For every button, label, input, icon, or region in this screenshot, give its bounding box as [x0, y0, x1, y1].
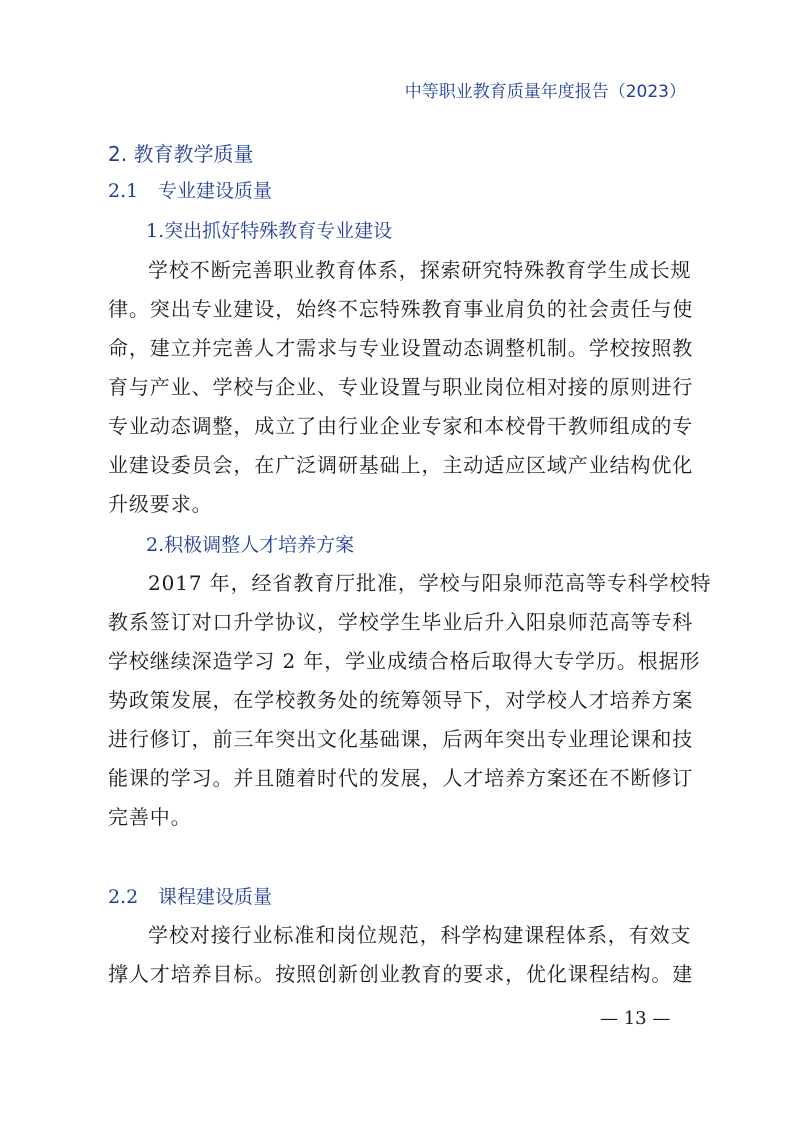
- text-line: 教系签订对口升学协议，学校学生毕业后升入阳泉师范高等专科: [108, 610, 694, 634]
- page-number: — 13 —: [600, 1008, 671, 1029]
- text-line: 命，建立并完善人才需求与专业设置动态调整机制。学校按照教: [108, 336, 694, 360]
- text-line: 能课的学习。并且随着时代的发展，人才培养方案还在不断修订: [108, 766, 694, 790]
- section-title: 专业建设质量: [158, 180, 273, 202]
- text-line: 学校对接行业标准和岗位规范，科学构建课程体系，有效支: [148, 923, 692, 947]
- running-header: 中等职业教育质量年度报告（2023）: [404, 82, 686, 102]
- text-line: 律。突出专业建设，始终不忘特殊教育事业肩负的社会责任与使: [108, 297, 694, 321]
- section-heading-2-2: [108, 882, 272, 909]
- section-title: 课程建设质量: [158, 886, 273, 908]
- text-line: 学校继续深造学习 2 年，学业成绩合格后取得大专学历。根据形: [108, 649, 701, 673]
- paragraph-curriculum-building: [108, 916, 694, 994]
- text-line: 2017 年，经省教育厅批准，学校与阳泉师范高等专科学校特: [148, 571, 712, 595]
- text-line: 撑人才培养目标。按照创新创业教育的要求，优化课程结构。建: [108, 962, 694, 986]
- text-line: 进行修订，前三年突出文化基础课，后两年突出专业理论课和技: [108, 727, 694, 751]
- subsection-heading-2: 2.积极调整人才培养方案: [146, 534, 355, 556]
- text-line: 育与产业、学校与企业、专业设置与职业岗位相对接的原则进行: [108, 375, 694, 399]
- section-number: 2.2: [108, 886, 139, 908]
- section-heading-2-1: [108, 176, 272, 203]
- chapter-title: 2. 教育教学质量: [108, 142, 254, 166]
- text-line: 完善中。: [108, 805, 192, 829]
- text-line: 学校不断完善职业教育体系，探索研究特殊教育学生成长规: [148, 258, 692, 282]
- text-line: 专业动态调整，成立了由行业企业专家和本校骨干教师组成的专: [108, 414, 694, 438]
- subsection-heading-1: 1.突出抓好特殊教育专业建设: [146, 220, 393, 242]
- text-line: 业建设委员会，在广泛调研基础上，主动适应区域产业结构优化: [108, 453, 694, 477]
- section-number: 2.1: [108, 180, 139, 202]
- text-line: 升级要求。: [108, 492, 213, 516]
- paragraph-training-plan: [108, 564, 712, 837]
- text-line: 势政策发展，在学校教务处的统筹领导下，对学校人才培养方案: [108, 688, 694, 712]
- paragraph-specialty-building: [108, 251, 694, 524]
